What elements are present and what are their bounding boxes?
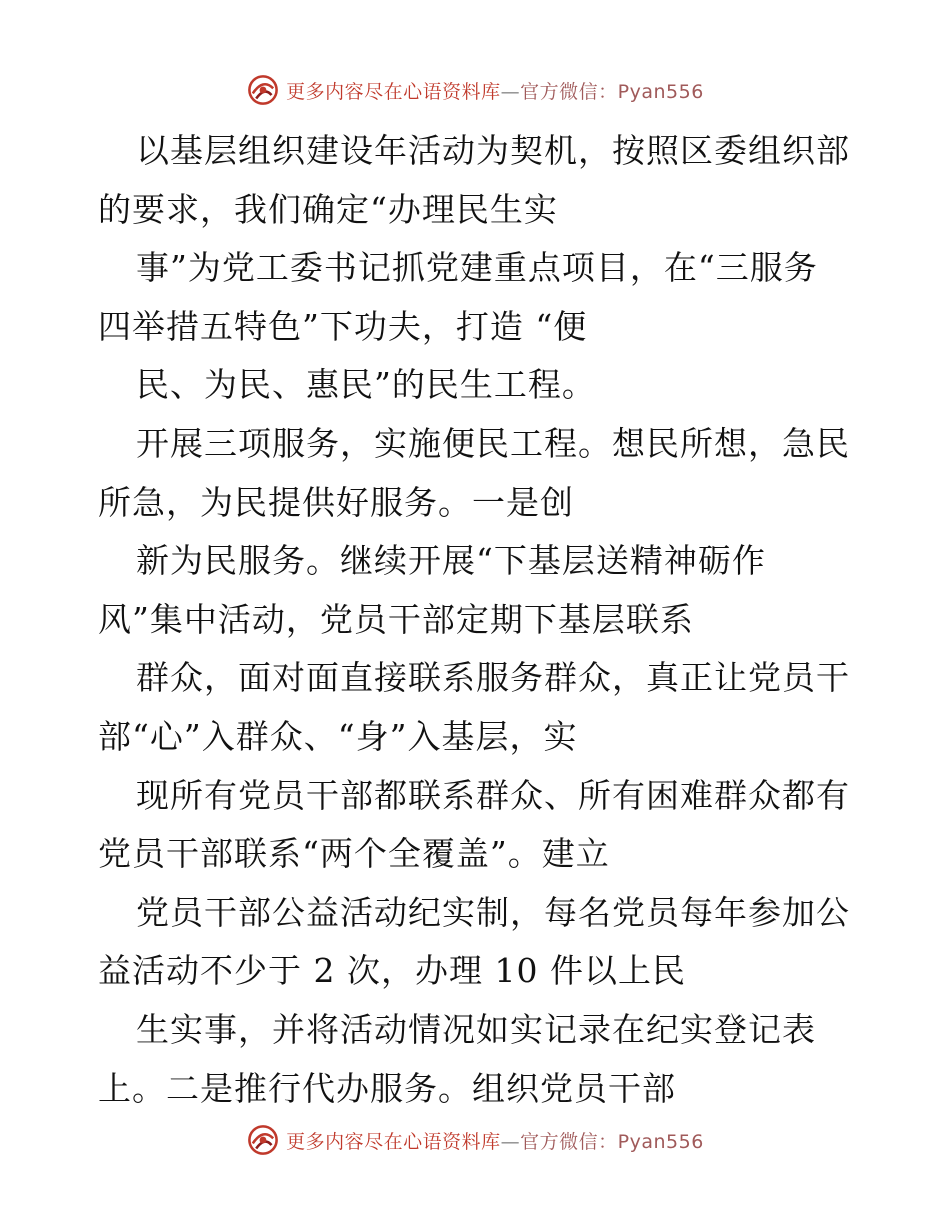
body-text: [98, 122, 858, 1118]
text-line: 的要求，我们确定“办理民生实: [98, 189, 558, 229]
text-line: 开展三项服务，实施便民工程。想民所想，急民: [136, 423, 850, 463]
text-line: 党员干部公益活动纪实制，每名党员每年参加公: [136, 892, 850, 932]
banner-main-text: 更多内容尽在心语资料库: [286, 1130, 501, 1153]
text-line: 新为民服务。继续开展“下基层送精神砺作: [136, 541, 766, 581]
text-line: 四举措五特色”下功夫，打造 “便: [98, 306, 588, 346]
banner-main-text: 更多内容尽在心语资料库: [286, 80, 501, 103]
footer-banner: [0, 1120, 950, 1160]
header-banner: [0, 70, 950, 110]
text-line: 风”集中活动，党员干部定期下基层联系: [98, 599, 694, 639]
text-line: 生实事，并将活动情况如实记录在纪实登记表: [136, 1009, 816, 1049]
banner-wechat-text: 官方微信：Pyan556: [520, 80, 704, 103]
banner-separator: —: [500, 80, 521, 103]
text-line: 民、为民、惠民”的民生工程。: [136, 365, 596, 405]
text-line: 党员干部联系“两个全覆盖”。建立: [98, 834, 610, 874]
text-line: 群众，面对面直接联系服务群众，真正让党员干: [136, 658, 850, 698]
swirl-logo-icon: [246, 73, 280, 107]
text-line: 所急，为民提供好服务。一是创: [98, 482, 574, 522]
text-line: 上。二是推行代办服务。组织党员干部: [98, 1068, 676, 1108]
swirl-logo-icon: [246, 1123, 280, 1157]
banner-separator: —: [500, 1130, 521, 1153]
header-banner-text: [286, 77, 704, 104]
footer-banner-text: [286, 1127, 704, 1154]
text-line: 现所有党员干部都联系群众、所有困难群众都有: [136, 775, 850, 815]
text-line: 以基层组织建设年活动为契机，按照区委组织部: [136, 131, 850, 170]
text-line: 益活动不少于 2 次，办理 10 件以上民: [98, 951, 686, 991]
banner-wechat-text: 官方微信：Pyan556: [520, 1130, 704, 1153]
text-line: 事”为党工委书记抓党建重点项目，在“三服务: [136, 248, 818, 288]
text-line: 部“心”入群众、“身”入基层，实: [98, 716, 578, 756]
